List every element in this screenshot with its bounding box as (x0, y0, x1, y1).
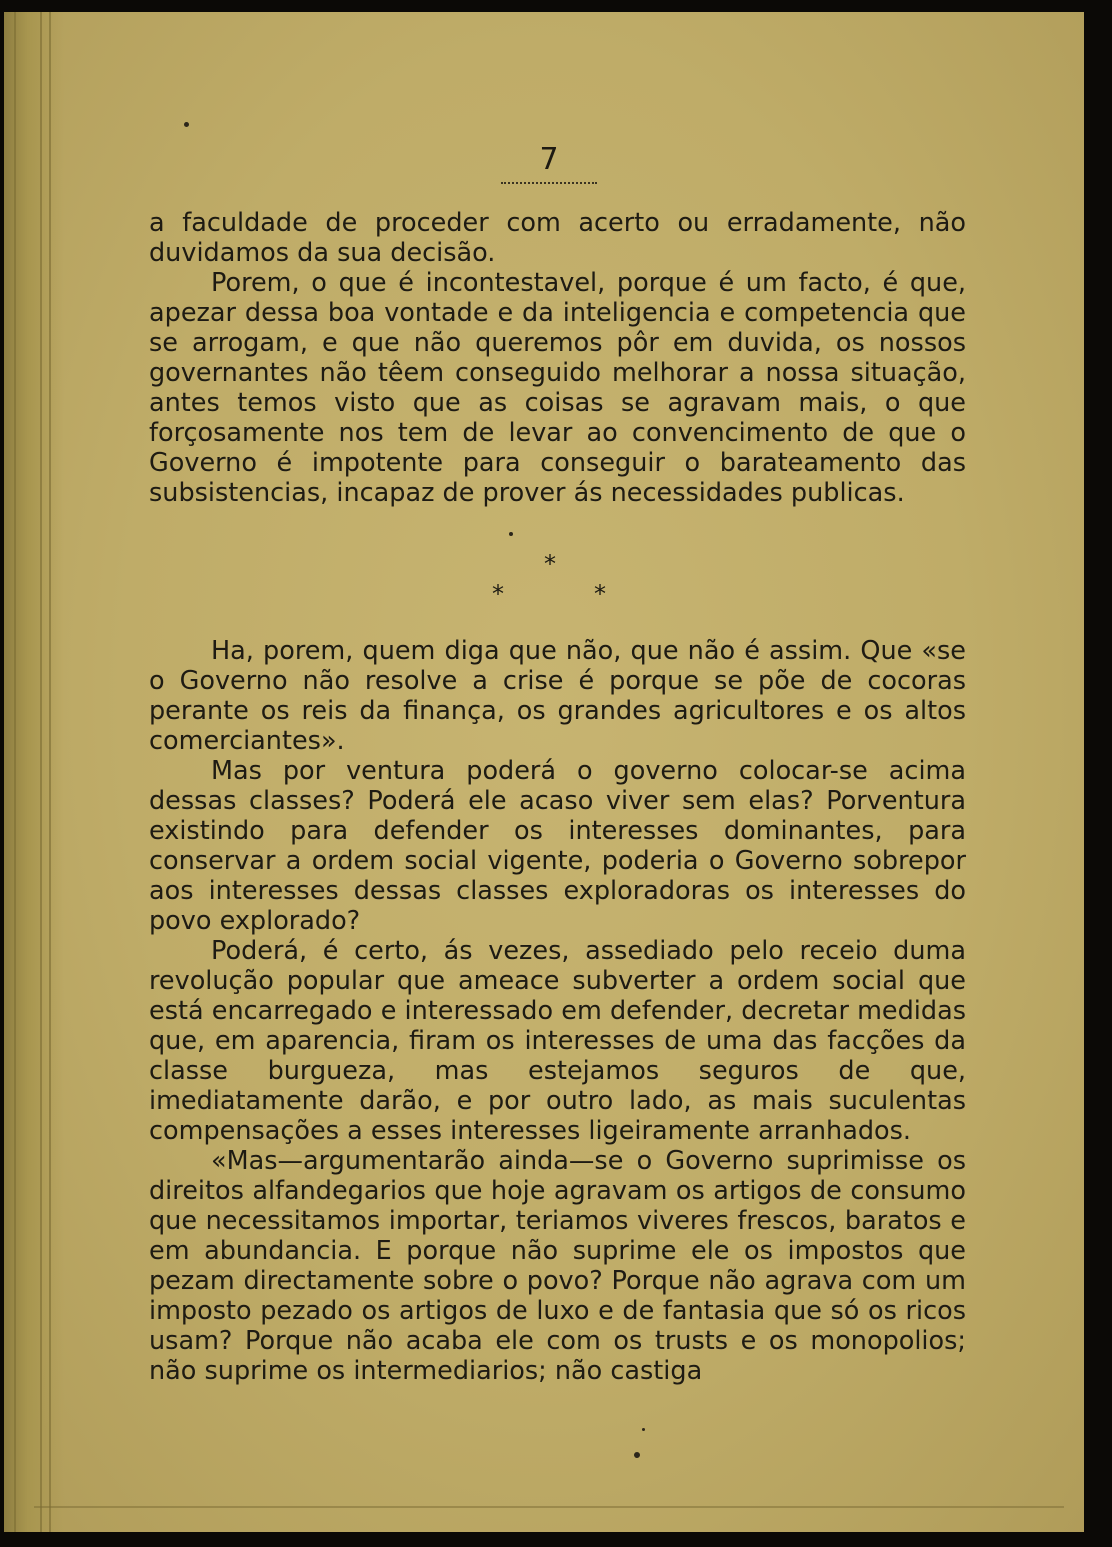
gutter-line (14, 12, 16, 1532)
asterisk: * (594, 580, 606, 608)
paper-speck (642, 1428, 645, 1431)
page-gutter-shadow (4, 12, 64, 1532)
page-number-underline (501, 182, 597, 184)
paper-speck (184, 122, 189, 127)
asterism-separator (474, 550, 634, 610)
page-number: 7 (539, 142, 559, 177)
gutter-line (40, 12, 42, 1532)
text-block-top (149, 208, 966, 508)
paragraph: Porem, o que é incontestavel, porque é um facto, é que, apezar dessa boa vontade e da inteligencia e competencia que se arrogam, e que não queremos pôr em duvida, os nossos governantes não têem conseguido melhorar a nossa situação, antes temos visto que as coisas se agravam mais, o que forçosamente nos tem de levar ao convencimento de que o Governo é impotente para conseguir o barateamento das subsistencias, incapaz de prover ás necessidades publicas. (149, 268, 966, 508)
book-page (4, 12, 1084, 1532)
bottom-fold-line (34, 1506, 1064, 1508)
asterisk: * (544, 550, 556, 578)
paragraph: «Mas—argumentarão ainda—se o Governo suprimisse os direitos alfandegarios que hoje agravam os artigos de consumo que necessitamos importar, teriamos viveres frescos, baratos e em abundancia. E porque não suprime ele os impostos que pezam directamente sobre o povo? Porque não agrava com um imposto pezado os artigos de luxo e de fantasia que só os ricos usam? Porque não acaba ele com os trusts e os monopolios; não suprime os intermediarios; não castiga (149, 1146, 966, 1386)
paragraph: a faculdade de proceder com acerto ou erradamente, não duvidamos da sua decisão. (149, 208, 966, 268)
asterisk: * (492, 580, 504, 608)
paragraph: Poderá, é certo, ás vezes, assediado pelo receio duma revolução popular que ameace subverter a ordem social que está encarregado e interessado em defender, decretar medidas que, em aparencia, firam os interesses de uma das facções da classe burgueza, mas estejamos seguros de que, imediatamente darão, e por outro lado, as mais suculentas compensações a esses interesses ligeiramente arranhados. (149, 936, 966, 1146)
text-block-bottom (149, 636, 966, 1386)
paragraph: Mas por ventura poderá o governo colocar-se acima dessas classes? Poderá ele acaso viver sem elas? Porventura existindo para defender os interesses dominantes, para conservar a ordem social vigente, poderia o Governo sobrepor aos interesses dessas classes exploradoras os interesses do povo explorado? (149, 756, 966, 936)
paper-speck (509, 532, 513, 536)
paper-speck (634, 1452, 640, 1458)
gutter-line (49, 12, 51, 1532)
paragraph: Ha, porem, quem diga que não, que não é assim. Que «se o Governo não resolve a crise é porque se põe de cocoras perante os reis da finança, os grandes agricultores e os altos comerciantes». (149, 636, 966, 756)
